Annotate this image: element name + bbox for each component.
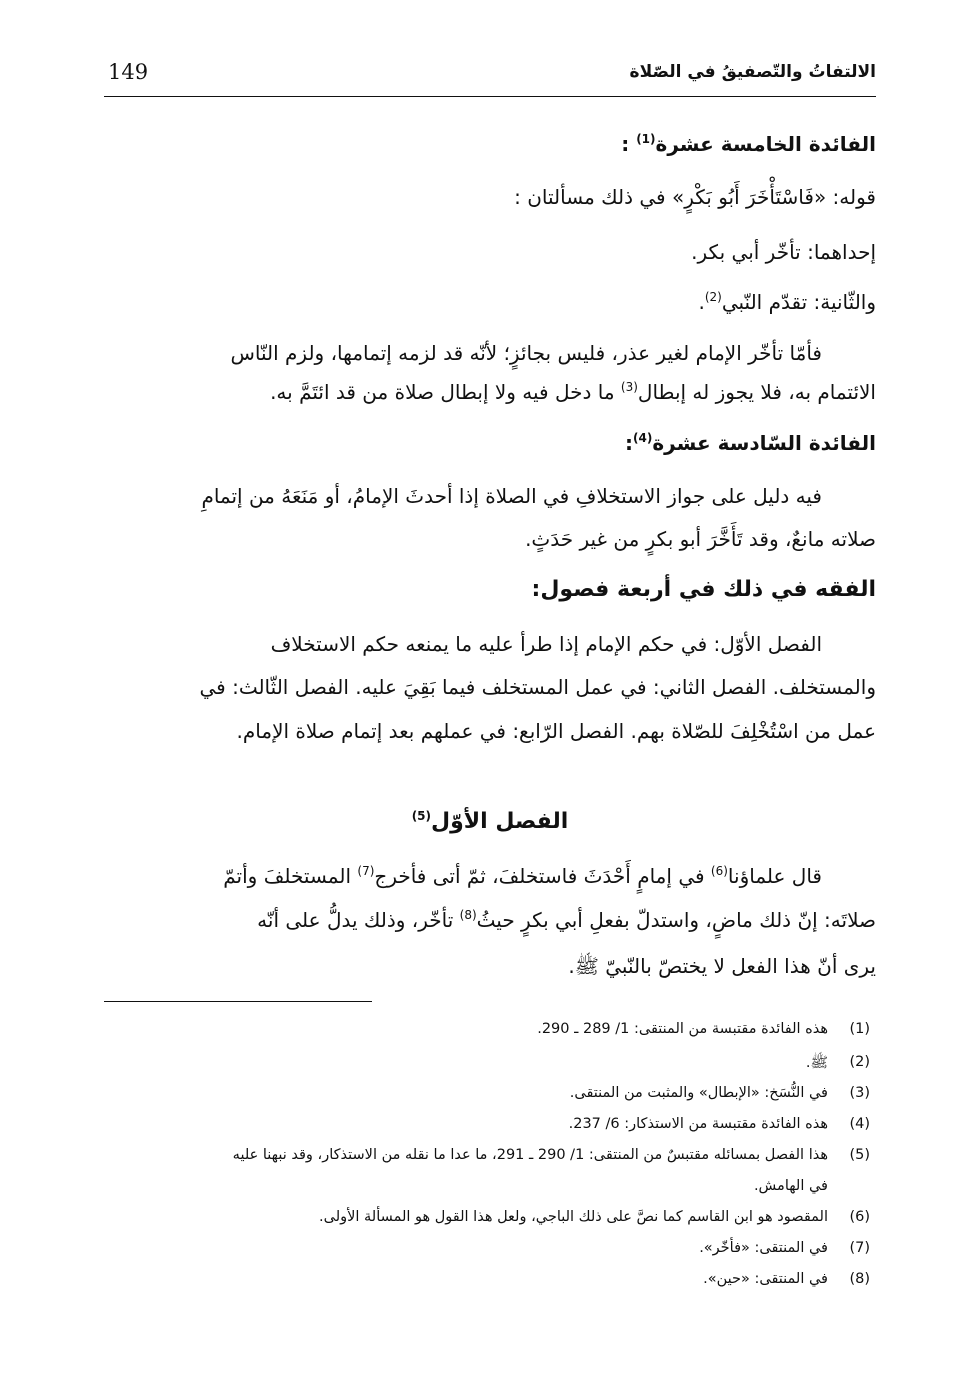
footnote-ref-5: (5) — [411, 809, 432, 823]
para-1-text-b: ما دخل فيه ولا إبطال صلاة من قد ائتَمَّ به. — [270, 380, 615, 404]
footnote-ref-6: (6) — [710, 864, 728, 878]
line-2: إحداهما: تأخّر أبي بكر. — [691, 240, 876, 264]
footnote-number: (8) — [849, 1271, 870, 1287]
footnote-ref-4: (4) — [633, 431, 653, 445]
faida16-heading — [104, 433, 876, 453]
footnote-text: في الهامش. — [753, 1178, 828, 1194]
footnote-ref-8: (8) — [459, 908, 477, 922]
footnote-number: (3) — [849, 1085, 870, 1101]
running-header — [104, 60, 876, 97]
colon: : — [625, 431, 634, 455]
fasl1-heading — [104, 809, 876, 834]
footnote-text: في المنتقى: «فأخّر». — [699, 1240, 828, 1256]
fasl1-title: الفصل الأوّل — [431, 809, 569, 834]
footnote-number: (4) — [849, 1116, 870, 1132]
para-2-line-1: فيه دليل على جواز الاستخلافِ في الصلاة إذا أحدثَ الإمامُ، أو مَنَعَهُ من إتمامِ — [201, 484, 822, 508]
para-3-line-2: والمستخلف. الفصل الثاني: في عمل المستخلف فيما بَقِيَ عليه. الفصل الثّالث: في — [199, 675, 876, 699]
footnote-number: (6) — [849, 1209, 870, 1225]
para-4-text-c: المستخلفَ وأتمّ — [223, 864, 352, 888]
para-1-line-2 — [104, 382, 876, 402]
faida15-title: الفائدة الخامسة عشرة — [655, 132, 876, 156]
line-1: قوله: «فَاسْتَأْخَرَ أَبُو بَكْرٍ» في ذلك مسألتان : — [514, 185, 876, 209]
page-number: 149 — [108, 60, 149, 84]
footnote-text: في المنتقى: «حين». — [703, 1271, 828, 1287]
footnote-number: (5) — [849, 1147, 870, 1163]
para-4-line-1 — [104, 866, 822, 886]
para-3-line-3: عمل من اسْتُخْلِفَ للصّلاة بهم. الفصل الرّابع: في عملهم بعد إتمام صلاة الإمام. — [236, 719, 876, 743]
para-4-text-d: صلاتَه: إنّ ذلك ماضٍ، واستدلّ بفعلِ أبي بكرٍ حيثُ — [476, 908, 876, 932]
footnote-text: ﷺ. — [805, 1055, 828, 1071]
footnote-text: هذه الفائدة مقتبسة من المنتقى: 1/ 289 ـ 290. — [537, 1021, 828, 1037]
line-3 — [104, 292, 876, 312]
para-2-line-2: صلاته مانعٌ، وقد تَأَخَّرَ أبو بكرٍ من غير حَدَثٍ. — [525, 527, 876, 551]
footnote-text: في النُّسَخ: «الإبطال» والمثبت من المنتقى. — [569, 1085, 828, 1101]
footnote-number: (2) — [849, 1054, 870, 1070]
footnote-ref-2: (2) — [704, 290, 722, 304]
footnote-ref-7: (7) — [357, 864, 375, 878]
period: . — [698, 290, 705, 314]
footnote-text: المقصود هو ابن القاسم كما نصَّ على ذلك الباجي، ولعل هذا القول هو المسألة الأولى. — [319, 1209, 828, 1225]
para-1-line-1: فأمّا تأخّر الإمام لغير عذر، فليس بجائزٍ؛ لأنّه قد لزمه إتمامها، ولزم النّاس — [230, 341, 822, 365]
running-title: الالتفاتُ والتّصفيقُ في الصّلاة — [629, 62, 876, 82]
para-4-text-a: قال علماؤنا — [727, 864, 822, 888]
colon: : — [621, 132, 630, 156]
line-3-text: والثّانية: تقدّم النّبي — [721, 290, 876, 314]
footnote-text: هذه الفائدة مقتبسة من الاستذكار: 6/ 237. — [568, 1116, 828, 1132]
para-4-line-2 — [104, 910, 876, 930]
footnote-text: هذا الفصل بمسائله مقتبسٌ من المنتقى: 1/ 290 ـ 291، ما عدا ما نقله من الاستذكار، وقد نبهنا عليه — [232, 1147, 828, 1163]
faida16-title: الفائدة السّادسة عشرة — [652, 431, 876, 455]
footnote-number: (1) — [849, 1021, 870, 1037]
para-4-line-3: يرى أنّ هذا الفعل لا يختصّ بالنّبيّ ﷺ. — [568, 954, 876, 978]
para-1-text-a: الائتمام به، فلا يجوز له إبطال — [637, 380, 876, 404]
footnote-number: (7) — [849, 1240, 870, 1256]
faida15-heading — [104, 134, 876, 154]
fiqh-heading: الفقه في ذلك في أربعة فصول: — [531, 577, 876, 602]
page — [104, 54, 876, 1364]
para-4-text-e: تأخّر، وذلك يدلُّ على أنّه — [257, 908, 454, 932]
footnote-ref-1: (1) — [636, 132, 656, 146]
para-3-line-1: الفصل الأوّل: في حكم الإمام إذا طرأ عليه ما يمنعه حكم الاستخلاف — [270, 632, 822, 656]
footnote-separator — [104, 1001, 372, 1002]
footnote-ref-3: (3) — [620, 380, 638, 394]
para-4-text-b: في إمامٍ أَحْدَثَ فاستخلفَ، ثمّ أتى فأخرج — [374, 864, 705, 888]
